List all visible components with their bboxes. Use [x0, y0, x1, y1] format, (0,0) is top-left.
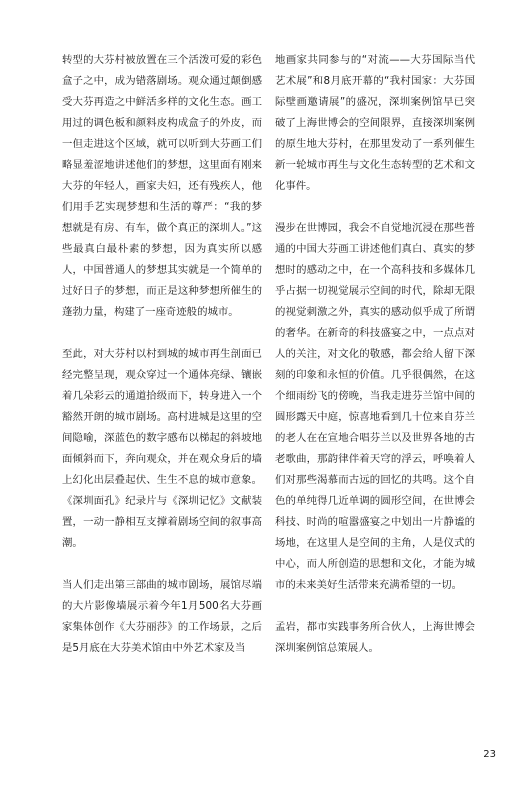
left-column — [62, 50, 262, 659]
paragraph-image-wall: 当人们走出第三部曲的城市剧场，展馆尽端的大片影像墙展示着今年1月500名大芬画家集体创作《大芬丽莎》的工作场景，之后是5月底在大芬美术馆由中外艺术家及当 — [62, 579, 262, 654]
paragraph-author-note: 孟岩，都市实践事务所合伙人，上海世博会深圳案例馆总策展人。 — [275, 621, 475, 654]
page-number: 23 — [483, 749, 496, 760]
paragraph-city-theater: 至此，对大芬村以村到城的城市再生剖面已经完整呈现，观众穿过一个通体亮绿、镶嵌着几朵彩云的通道拾级而下，转身进入一个豁然开朗的城市剧场。高村进城是这里的空间隐喻，深蓝色的数字感布以梯起的斜坡地面倾斜而下，奔向观众，并在观众身后的墙上幻化出层叠起伏、生生不息的城市意象。《深圳面孔》纪录片与《深圳记忆》文献装置，一动一静相互支撑着剧场空间的叙事高潮。 — [62, 348, 262, 549]
paragraph-dafen-dreams: 转型的大芬村被放置在三个活泼可爱的彩色盒子之中，成为错落剧场。观众通过颠倒感受大芬再造之中鲜活多样的文化生态。画工用过的调色板和颜料皮构成盒子的外皮，而一但走进这个区域，就可以听到大芬画工们略显羞涩地讲述他们的梦想，这里面有刚来大芬的年轻人，画家夫妇，还有残疾人，他们用手艺实现梦想和生活的尊严：“我的梦想就是有房、有车，做个真正的深圳人。”这些最真白最朴素的梦想，因为真实所以感人，中国普通人的梦想其实就是一个简单的过好日子的梦想，而正是这种梦想所催生的蓬勃力量，构建了一座奇迹般的城市。 — [62, 54, 262, 318]
paragraph-expo-reflection: 漫步在世博园，我会不自觉地沉浸在那些普通的中国大芬画工讲述他们真白、真实的梦想时的感动之中，在一个高科技和多媒体几乎占据一切视觉展示空间的时代，除却无限的视觉刺激之外，真实的感动似乎成了所谓的奢华。在新奇的科技盛宴之中，一点点对人的关注，对文化的敬感，都会给人留下深刻的印象和永恒的价值。几乎很偶然，在这个细雨纷飞的傍晚，当我走进芬兰馆中间的圆形露天中庭，惊喜地看到几十位来自芬兰的老人在在宣地合唱芬兰以及世界各地的古老歌曲，那韵律伴着天穹的浮云，呼唤着人们对那些渴慕而古远的回忆的共鸣。这个自色的单纯得几近单调的圆形空间，在世博会科技、时尚的喧嚣盛宴之中划出一片静谧的场地，在这里人是空间的主角，人是仪式的中心，而人所创造的思想和文化，才能为城市的未来美好生活带来充满希望的一切。 — [275, 222, 475, 591]
right-column — [275, 50, 475, 659]
paragraph-art-events: 地画家共同参与的“对流——大芬国际当代艺术展”和8月底开幕的“我村国家：大芬国际壁画邀请展”的盛况，深圳案例馆早已突破了上海世博会的空间限界，直接深圳案例的原生地大芬村，在那里发动了一系列催生新一轮城市再生与文化生态转型的艺术和文化事件。 — [275, 54, 475, 192]
